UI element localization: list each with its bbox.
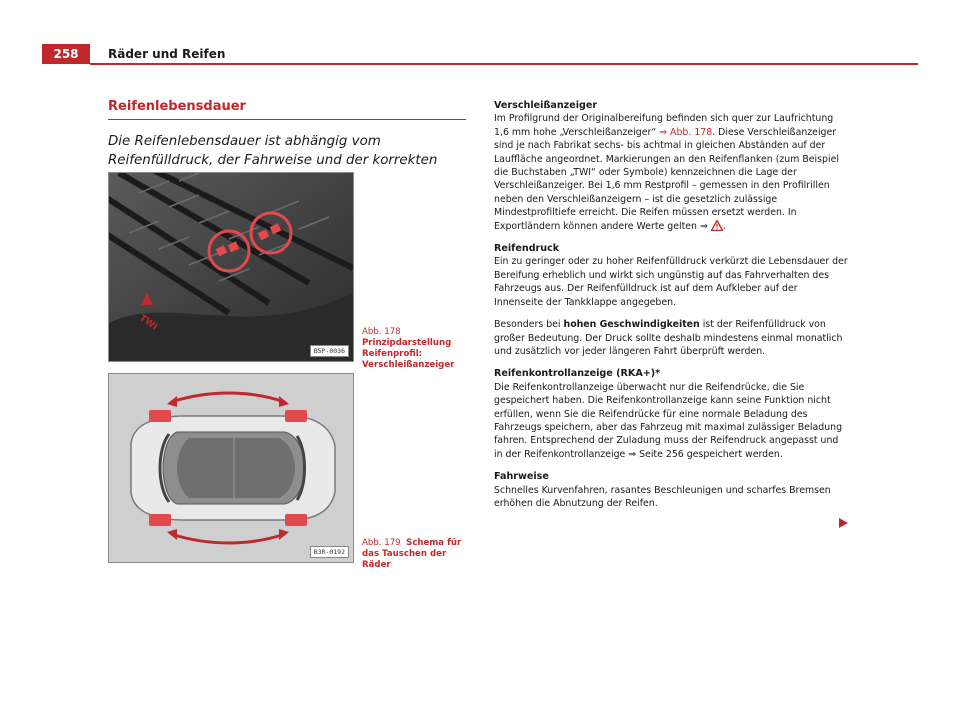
figure-rotation-image xyxy=(108,373,354,563)
continue-arrow-icon xyxy=(838,518,848,528)
heading-driving-style: Fahrweise xyxy=(494,471,549,483)
heading-tire-pressure: Reifendruck xyxy=(494,243,560,255)
heading-wear-indicator: Verschleißanzeiger xyxy=(494,100,598,111)
header-rule xyxy=(90,63,918,65)
text-span: Im Profilgrund der Originalbereifung befinden sich quer zur Laufrichtung 1,6 mm hohe „Verschleißanzeiger“ xyxy=(494,113,834,138)
figure-label: Abb. 179 xyxy=(362,538,401,548)
paragraph-wear-indicator xyxy=(494,112,848,233)
page-number: 258 xyxy=(42,44,90,64)
heading-rka: Reifenkontrollanzeige (RKA+)* xyxy=(494,368,661,380)
chapter-title: Räder und Reifen xyxy=(108,47,226,61)
paragraph-rka: Die Reifenkontrollanzeige überwacht nur die Reifendrücke, die Sie gespeichert haben. Die Reifenkontrollanzeige kann seine Funktion nicht erfüllen, wenn Sie die Reifendrücke für eine normale Beladung des Fahrzeugs speichern, aber das Fahrzeug mit maximal zulässiger Beladung fahren. Entsprechend der Zuladung muss der Reifendruck angepasst und in der Reifenkontrollanzeige ⇒ Seite 256 gespeichert werden. xyxy=(494,381,843,460)
figure-code: B3R-0192 xyxy=(310,546,349,558)
figure-caption-text: Schema für das Tauschen der Räder xyxy=(362,538,462,570)
figure-tread-image xyxy=(108,172,354,362)
page-header xyxy=(42,44,918,64)
figure-code: B5P-0036 xyxy=(310,345,349,357)
text-span: . xyxy=(722,220,726,232)
paragraph-tire-pressure: Ein zu geringer oder zu hoher Reifenfülldruck verkürzt die Lebensdauer der Bereifung erheblich und wirkt sich ungünstig auf das Fahrverhalten des Fahrzeugs aus. Der Reifenfülldruck ist auf dem Aufkleber auf der Innenseite der Tankklappe angegeben. xyxy=(494,256,848,308)
figure-caption xyxy=(362,538,472,571)
figure-caption-text: Prinzipdarstellung Reifenprofil: Verschleißanzeiger xyxy=(362,338,455,370)
twi-label: TWI xyxy=(137,313,159,333)
warning-icon[interactable] xyxy=(711,220,723,231)
rotation-schema-illustration xyxy=(109,374,353,562)
bold-text: hohen Geschwindigkeiten xyxy=(563,319,700,331)
paragraph-driving-style: Schnelles Kurvenfahren, rasantes Beschleunigen und scharfes Bremsen erhöhen die Abnutzung der Reifen. xyxy=(494,484,831,509)
paragraph-high-speed xyxy=(494,318,848,358)
right-column xyxy=(494,99,848,519)
text-span: Besonders bei xyxy=(494,319,564,331)
text-span: ist der Reifenfülldruck von großer Bedeutung. Der Druck sollte deshalb mindestens einmal monatlich und zusätzlich vor jeder längeren Fahrt überprüft werden. xyxy=(494,319,843,357)
xref-link[interactable]: ⇒ Abb. 178 xyxy=(659,126,713,138)
section-title: Reifenlebensdauer xyxy=(108,98,466,120)
section-lead: Die Reifenlebensdauer ist abhängig vom Reifenfülldruck, der Fahrweise und der korrekten xyxy=(108,134,438,168)
text-span: . Diese Verschleißanzeiger sind je nach Fabrikat sechs- bis achtmal in gleichen Abständen auf der Lauffläche angeordnet. Markierungen an den Reifenflanken (zum Beispiel die Buchstaben „TWI“ oder Symbole) kennzeichnen die Lage der Verschleißanzeiger. Bei 1,6 mm Restprofil – gemessen in den Profilrillen neben den Verschleißanzeigern – ist die gesetzlich zulässige Mindestprofiltiefe erreicht. Die Reifen müssen ersetzt werden. In Exportländern können andere Werte gelten ⇒ xyxy=(494,126,839,232)
figure-label: Abb. 178 xyxy=(362,327,401,337)
figure-caption xyxy=(362,327,472,371)
tread-illustration xyxy=(109,173,353,361)
